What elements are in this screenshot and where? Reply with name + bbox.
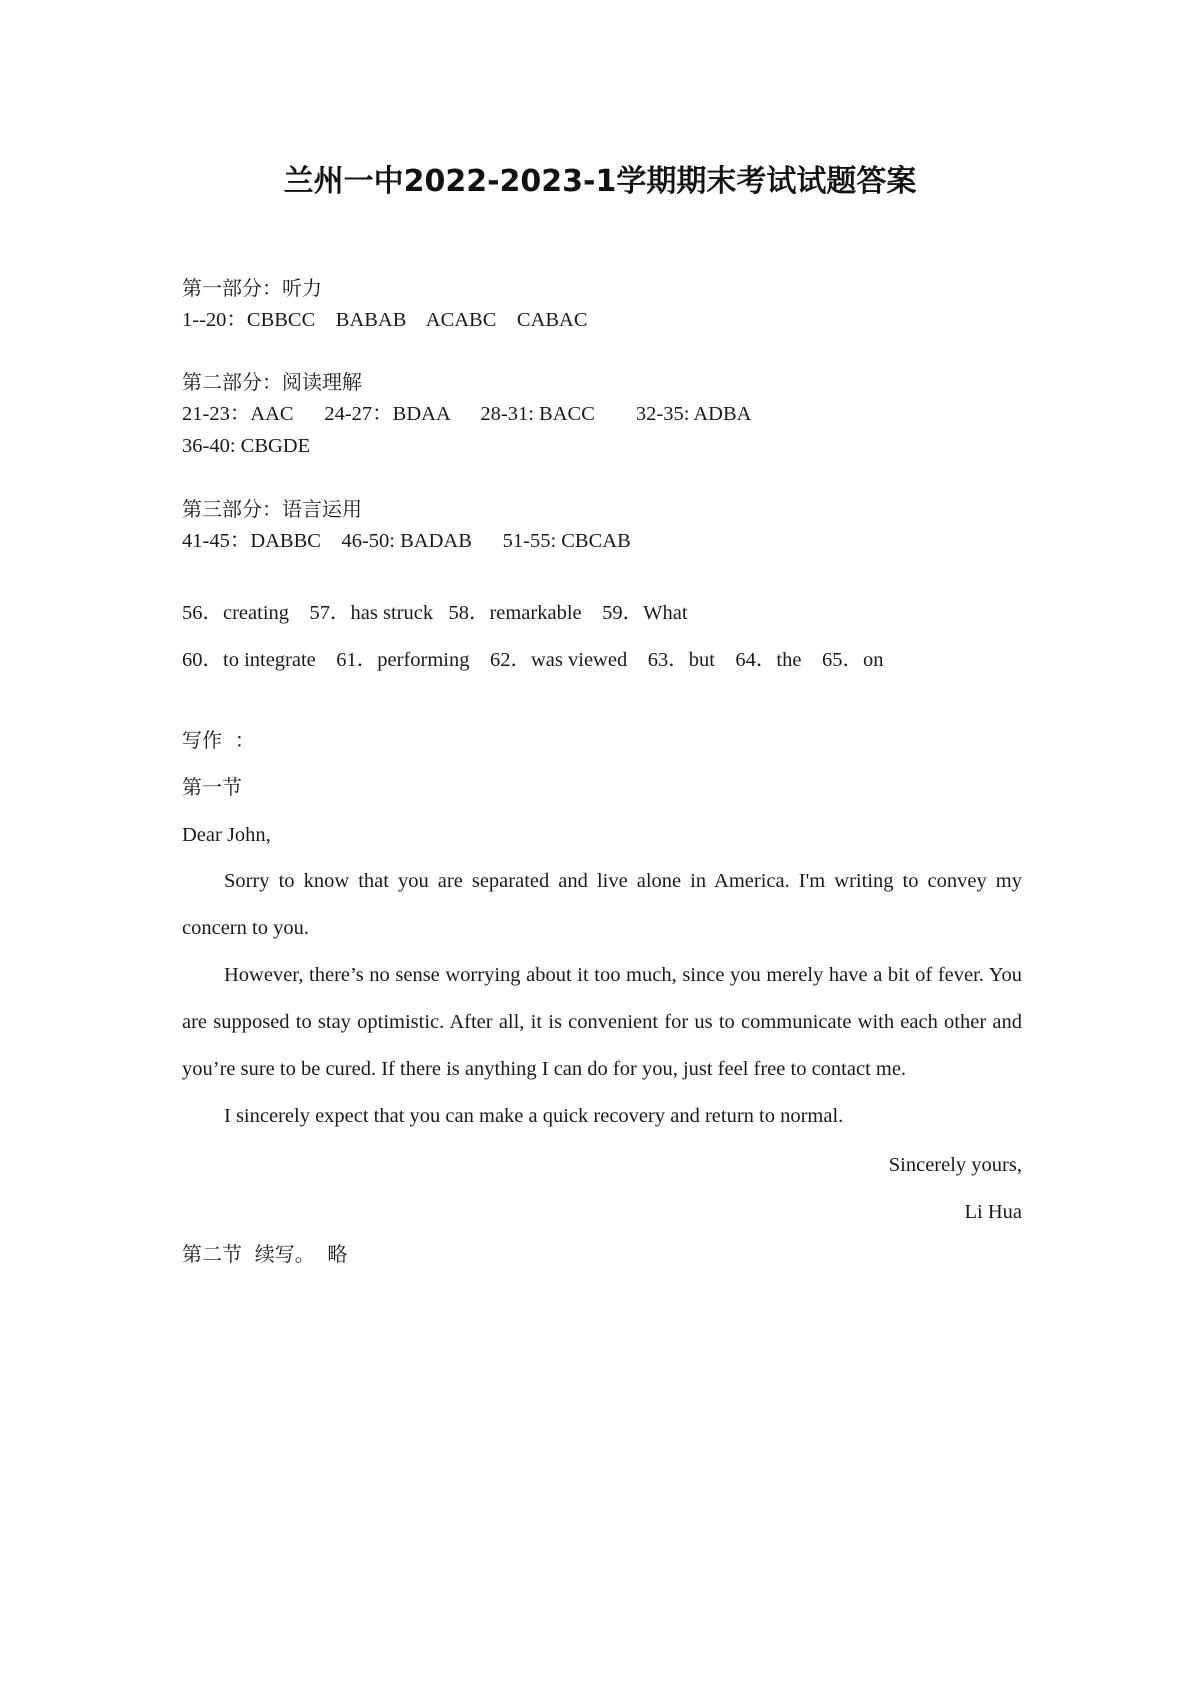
letter-closing: Sincerely yours,: [888, 1154, 1022, 1176]
letter-signature: Li Hua: [964, 1201, 1022, 1223]
fill-answers-line2: 60．to integrate 61．performing 62．was viewed 63．but 64．the 65．on: [182, 649, 884, 671]
letter-salutation: Dear John,: [182, 824, 271, 846]
part2-answers-line1: 21-23：AAC 24-27：BDAA 28-31: BACC 32-35: ADBA: [182, 403, 752, 425]
part1-answers: 1--20：CBBCC BABAB ACABC CABAC: [182, 309, 588, 331]
writing-section2: 第二节 续写。 略: [182, 1242, 348, 1266]
part2-answers-line2: 36-40: CBGDE: [182, 435, 311, 457]
part2-heading: 第二部分：阅读理解: [182, 370, 362, 394]
letter-paragraph-1: Sorry to know that you are separated and live alone in America. I'm writing to convey my concern to you.: [182, 870, 1022, 939]
letter-paragraph-3: I sincerely expect that you can make a quick recovery and return to normal.: [224, 1105, 844, 1127]
letter-paragraph-2: However, there’s no sense worrying about it too much, since you merely have a bit of fever. You are supposed to stay optimistic. After all, it is convenient for us to communicate with each other and you’re sure to be cured. If there is anything I can do for you, just feel free to contact me.: [182, 964, 1022, 1080]
page-title: 兰州一中2022-2023-1学期期末考试试题答案: [283, 164, 917, 199]
part3-heading: 第三部分：语言运用: [182, 497, 362, 521]
writing-section1-heading: 第一节: [182, 775, 242, 799]
part1-heading: 第一部分：听力: [182, 276, 322, 300]
fill-answers-line1: 56．creating 57．has struck 58．remarkable 59．What: [182, 602, 688, 624]
part3-answers-line1: 41-45：DABBC 46-50: BADAB 51-55: CBCAB: [182, 530, 631, 552]
writing-heading: 写作 ：: [182, 728, 255, 752]
